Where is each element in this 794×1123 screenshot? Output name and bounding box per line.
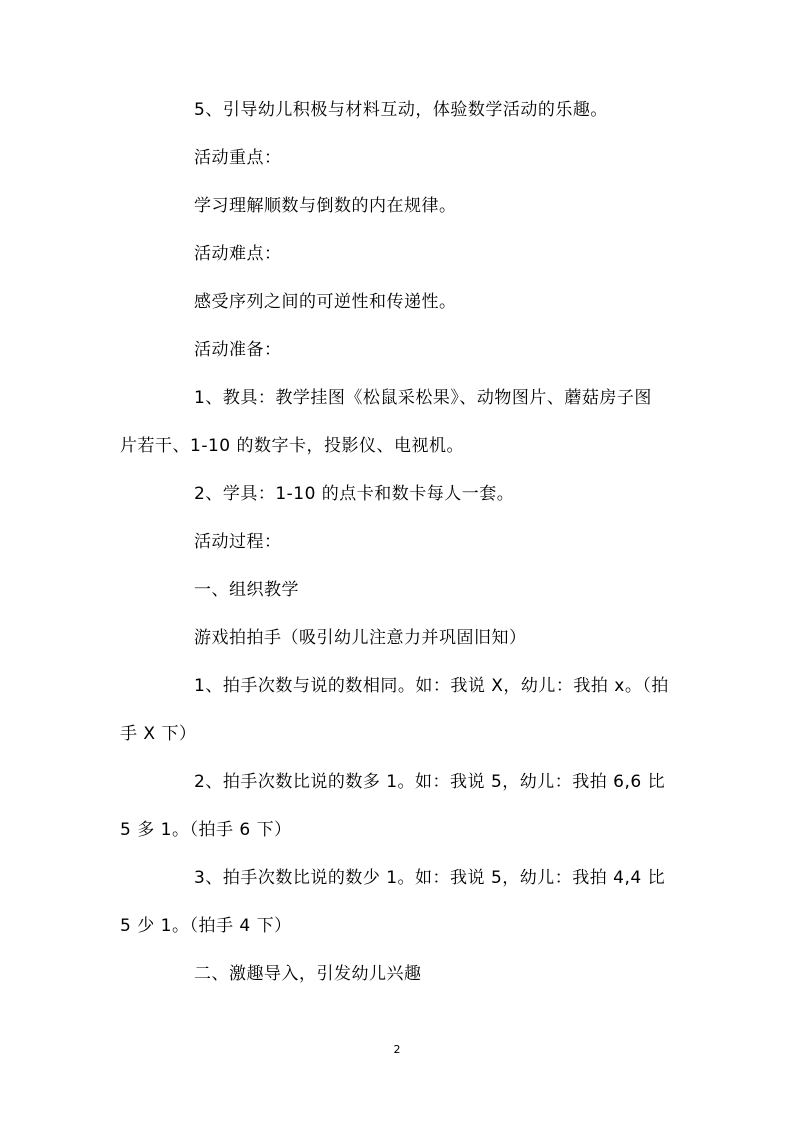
heading-process: 活动过程： <box>194 532 282 552</box>
game-rule-1: 1、拍手次数与说的数相同。如：我说 X，幼儿：我拍 x。（拍 <box>194 676 669 696</box>
game-rule-2: 2、拍手次数比说的数多 1。如：我说 5，幼儿：我拍 6,6 比 <box>194 772 666 792</box>
game-rule-3: 3、拍手次数比说的数少 1。如：我说 5，幼儿：我拍 4,4 比 <box>194 868 666 888</box>
section-2-heading: 二、激趣导入，引发幼儿兴趣 <box>194 964 422 984</box>
game-rule-1-cont: 手 X 下） <box>120 724 197 744</box>
heading-preparation: 活动准备： <box>194 340 282 360</box>
difficulties-text: 感受序列之间的可逆性和传递性。 <box>194 292 457 312</box>
section-1-heading: 一、组织教学 <box>194 580 299 600</box>
game-title: 游戏拍拍手（吸引幼儿注意力并巩固旧知） <box>194 628 527 648</box>
key-points-text: 学习理解顺数与倒数的内在规律。 <box>194 196 457 216</box>
page-number: 2 <box>393 1043 401 1056</box>
game-rule-2-cont: 5 多 1。（拍手 6 下） <box>120 820 292 840</box>
game-rule-3-cont: 5 少 1。（拍手 4 下） <box>120 916 292 936</box>
heading-key-points: 活动重点： <box>194 148 282 168</box>
preparation-item-2: 2、学具：1-10 的点卡和数卡每人一套。 <box>194 484 515 504</box>
heading-difficulties: 活动难点： <box>194 244 282 264</box>
preparation-item-1-cont: 片若干、1-10 的数字卡，投影仪、电视机。 <box>120 436 464 456</box>
preparation-item-1: 1、教具：教学挂图《松鼠采松果》、动物图片、蘑菇房子图 <box>194 388 652 408</box>
objective-5: 5、引导幼儿积极与材料互动，体验数学活动的乐趣。 <box>194 100 608 120</box>
